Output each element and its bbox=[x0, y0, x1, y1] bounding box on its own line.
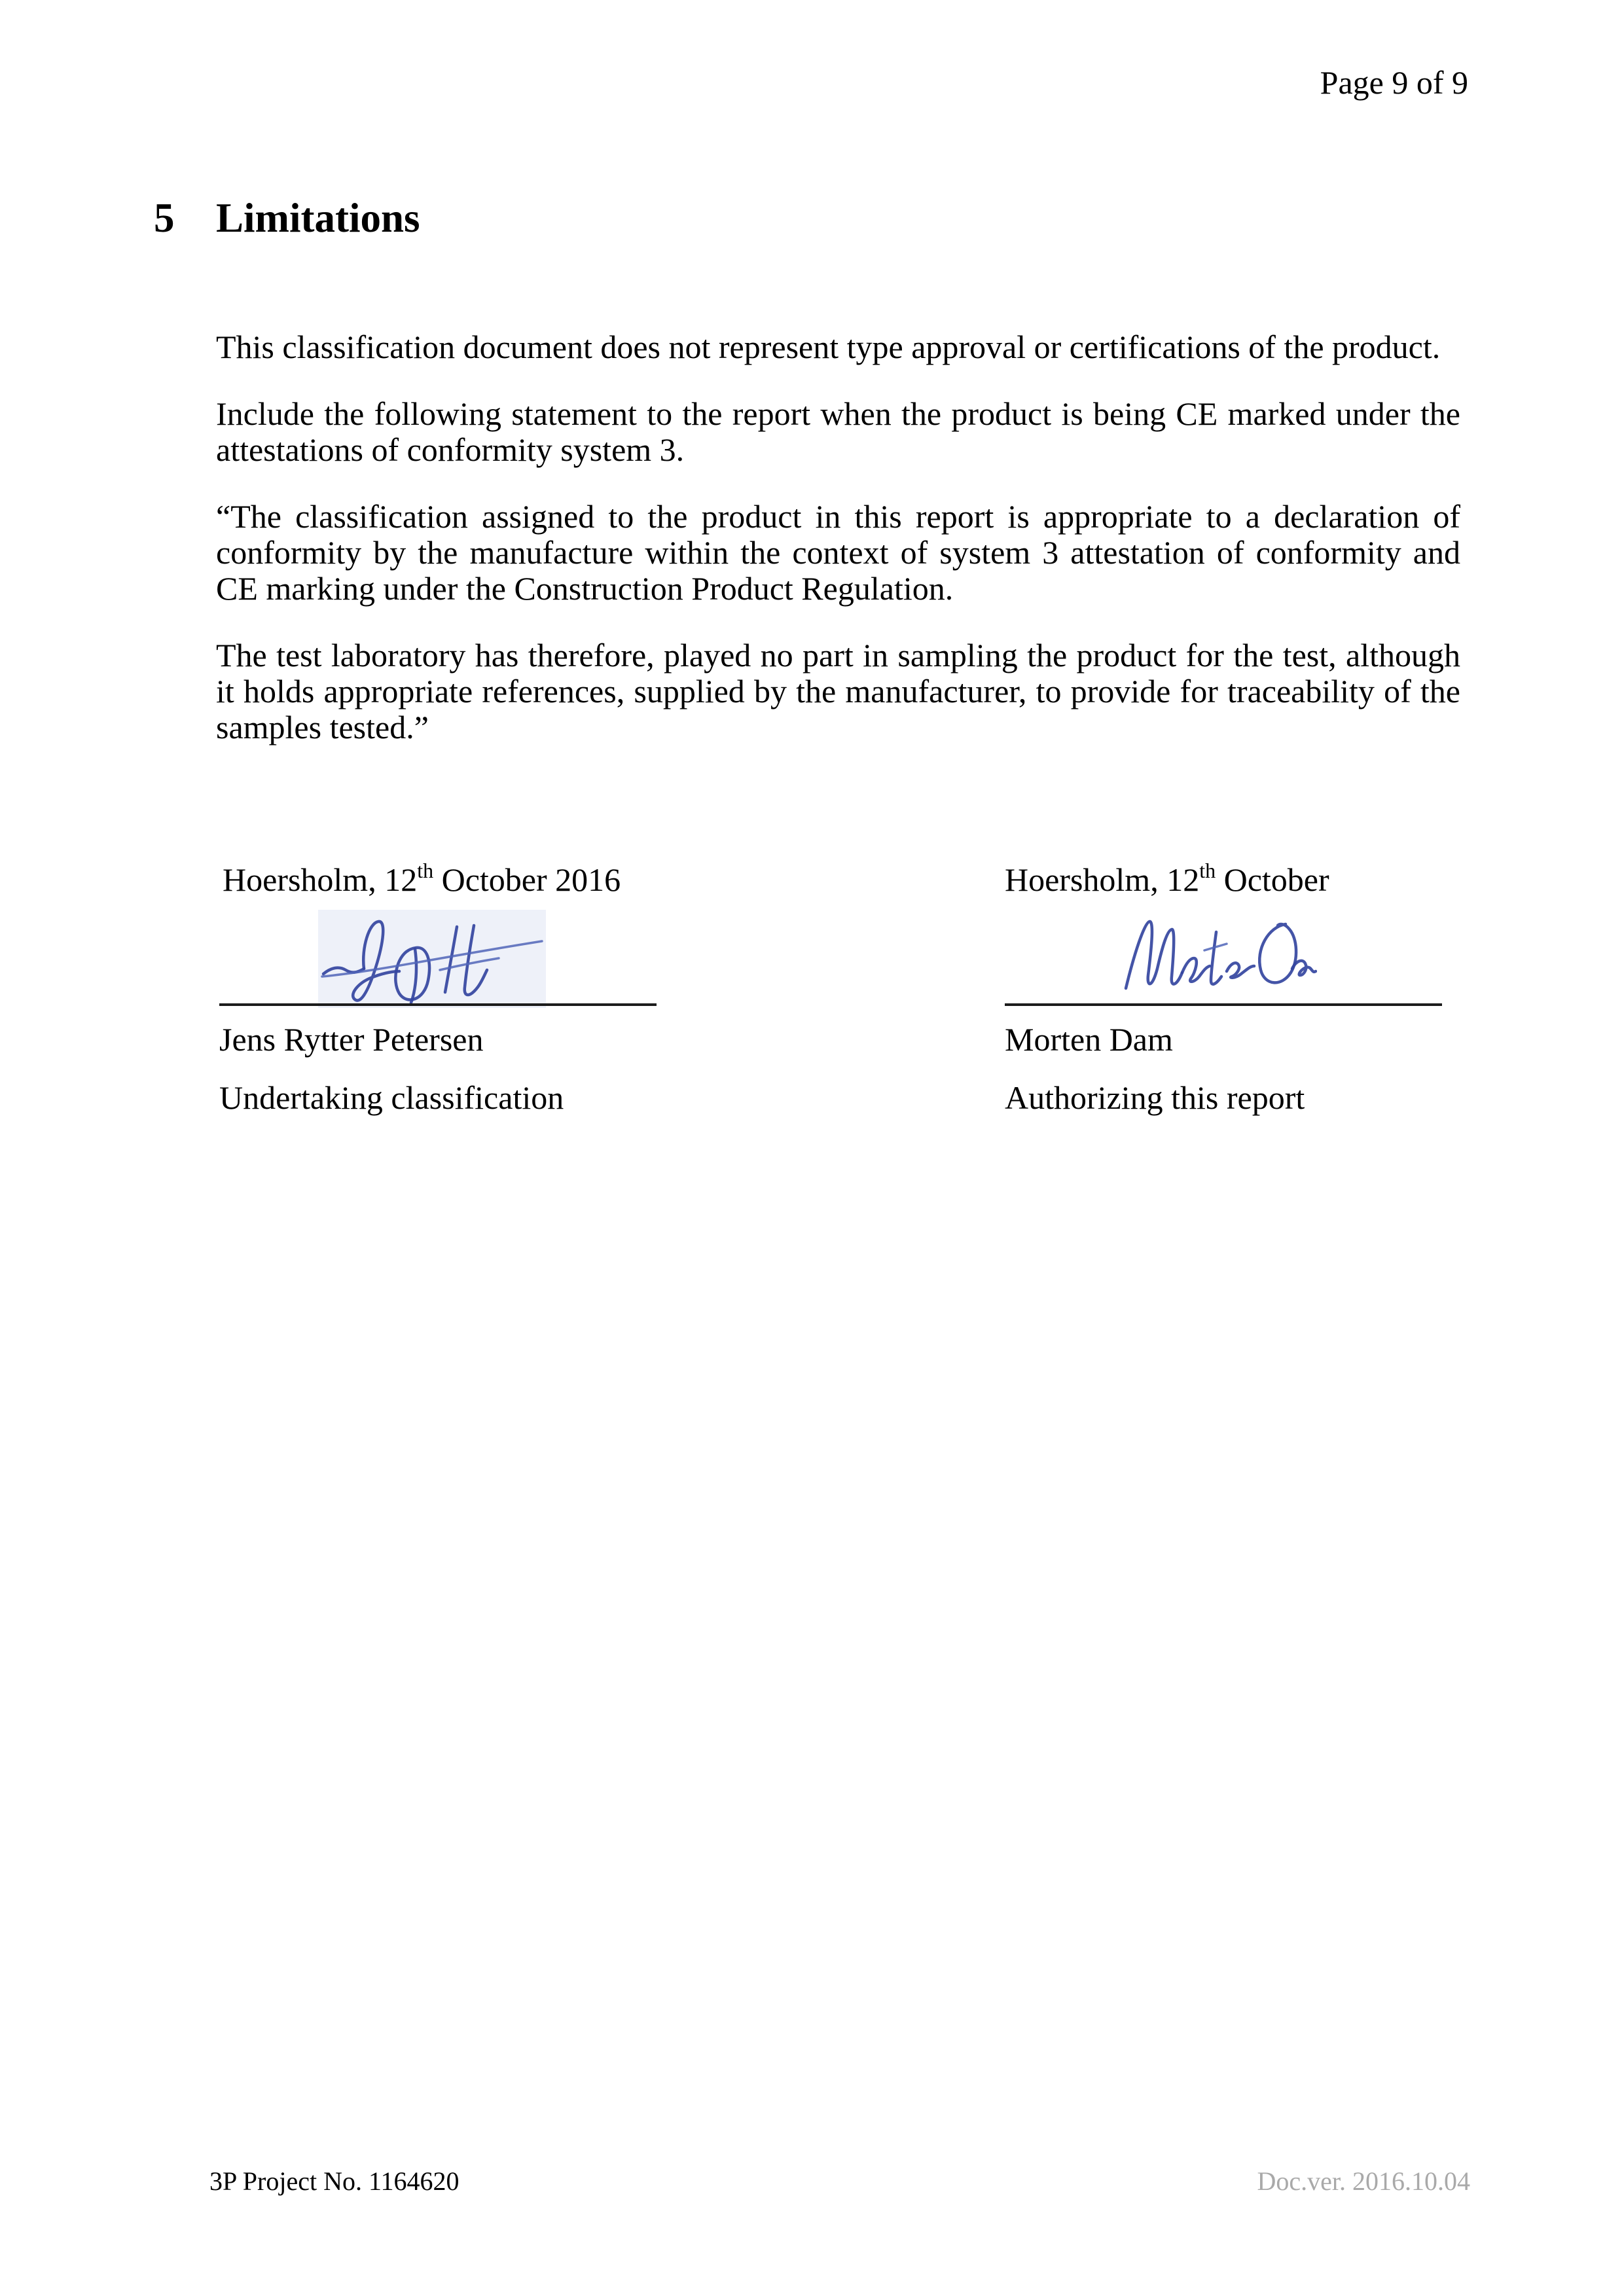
paragraph-2: Include the following statement to the report when the product is being CE marked under the attestations of conformity system 3. bbox=[216, 395, 1460, 468]
paragraph-3: “The classification assigned to the product in this report is appropriate to a declaration of conformity by the manufacture within the context of system 3 attestation of conformity and CE marking under the Construction Product Regulation. bbox=[216, 498, 1460, 607]
signature-line-left bbox=[219, 1003, 657, 1006]
signature-line-right bbox=[1005, 1003, 1442, 1006]
body-text bbox=[216, 329, 1460, 776]
signer-role-left: Undertaking classification bbox=[219, 1079, 564, 1116]
page-number: Page 9 of 9 bbox=[1320, 64, 1468, 101]
date-right-rest: October bbox=[1216, 861, 1329, 898]
section-number: 5 bbox=[154, 195, 175, 241]
date-right-ordinal: th bbox=[1199, 859, 1216, 882]
handwritten-signature-left bbox=[318, 910, 546, 1008]
handwritten-signature-right bbox=[1121, 914, 1317, 997]
signature-scribble-right bbox=[1121, 914, 1317, 997]
date-right-main: Hoersholm, 12 bbox=[1005, 861, 1200, 898]
signer-name-left: Jens Rytter Petersen bbox=[219, 1021, 484, 1058]
footer-project-number: 3P Project No. 1164620 bbox=[209, 2166, 460, 2196]
footer-doc-version: Doc.ver. 2016.10.04 bbox=[1257, 2166, 1470, 2196]
paragraph-4: The test laboratory has therefore, played no part in sampling the product for the test, although it holds appropriate references, supplied by the manufacturer, to provide for traceability of the samples tested.” bbox=[216, 637, 1460, 745]
paragraph-1: This classification document does not represent type approval or certifications of the product. bbox=[216, 329, 1441, 365]
section-title: Limitations bbox=[216, 195, 420, 241]
date-left-main: Hoersholm, 12 bbox=[223, 861, 418, 898]
date-left-rest: October 2016 bbox=[433, 861, 621, 898]
signer-name-right: Morten Dam bbox=[1005, 1021, 1173, 1058]
signer-role-right: Authorizing this report bbox=[1005, 1079, 1305, 1116]
date-left-ordinal: th bbox=[417, 859, 434, 882]
signature-scribble-left bbox=[318, 910, 546, 1008]
signature-date-right bbox=[1005, 861, 1329, 898]
section-heading bbox=[154, 196, 420, 240]
signature-date-left bbox=[223, 861, 621, 898]
